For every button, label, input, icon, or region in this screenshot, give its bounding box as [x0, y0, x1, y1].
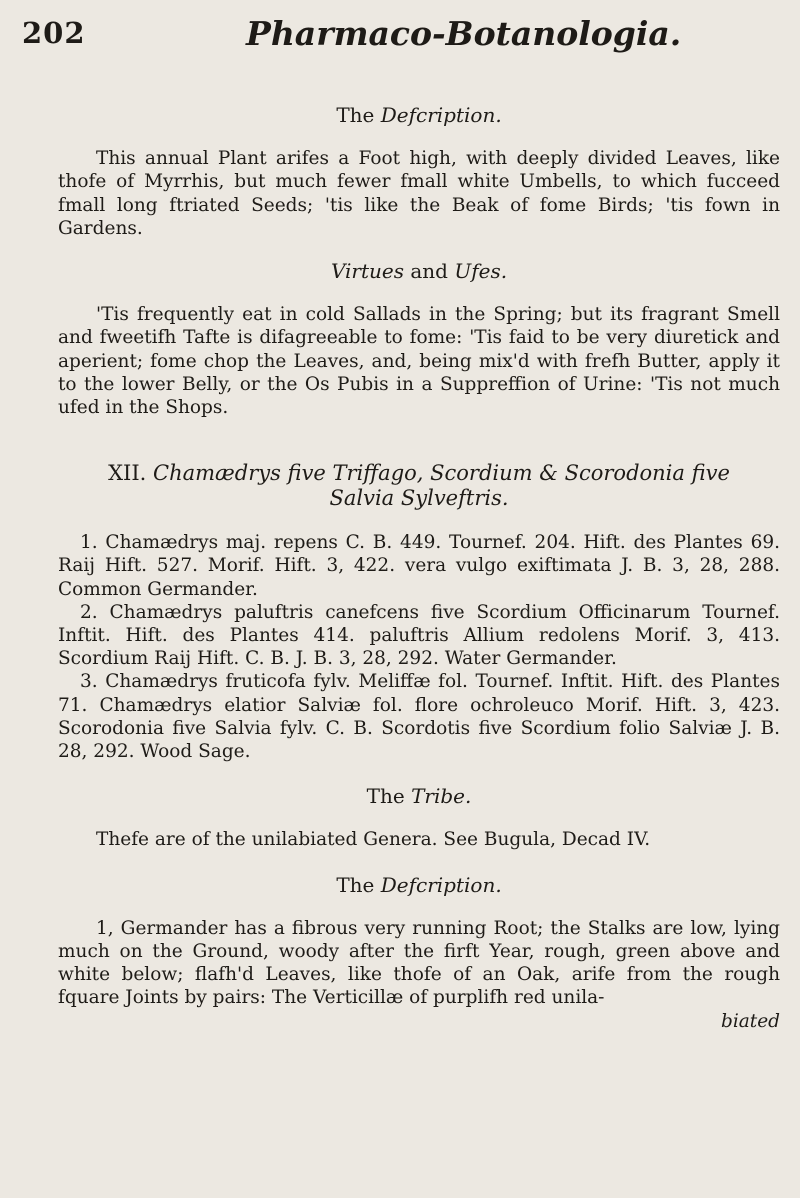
synonym-entry: 1. Chamædrys maj. repens C. B. 449. Tournef. 204. Hift. des Plantes 69. Raij Hift. 527. Morif. Hift. 3, 422. vera vulgo exiftimata J. B. 3, 28, 288. Common Germander.	[58, 532, 780, 600]
synonym-entry: 2. Chamædrys paluftris canefcens five Scordium Officinarum Tournef. Inftit. Hift. des Plantes 414. paluftris Allium redolens Morif. 3, 413. Scordium Raij Hift. C. B. J. B. 3, 28, 292. Water Germander.	[58, 601, 780, 670]
synonym-entry: 3. Chamædrys fruticofa fylv. Meliffæ fol. Tournef. Inftit. Hift. des Plantes 71. Chamædrys elatior Salviæ fol. flore ochroleuco Morif. Hift. 3, 423. Scorodonia five Salvia fylv. C. B. Scordotis five Scordium folio Salviæ J. B. 28, 292. Wood Sage.	[58, 671, 780, 763]
description-heading-2	[58, 874, 780, 897]
section-title-line-2: Salvia Sylveftris.	[329, 486, 509, 511]
virtues-heading	[58, 260, 780, 283]
heading-title: Tribe.	[411, 784, 472, 809]
section-numeral: XII.	[108, 461, 147, 486]
tribe-heading	[58, 785, 780, 808]
running-head	[0, 10, 800, 66]
section-xii-title	[58, 461, 780, 511]
page-number: 202	[22, 16, 86, 50]
heading-article: The	[336, 872, 375, 897]
running-title: Pharmaco-Botanologia.	[246, 14, 682, 53]
catchword: biated	[720, 1010, 780, 1032]
tribe-paragraph: Thefe are of the unilabiated Genera. See Bugula, Decad IV.	[96, 829, 651, 851]
heading-virtues: Virtues	[330, 259, 405, 284]
virtues-paragraph: 'Tis frequently eat in cold Sallads in the Spring; but its fragrant Smell and fweetifh Tafte is difagreeable to fome: 'Tis faid to be very diuretick and aperient; fome chop the Leaves, and, being mix'd with frefh Butter, apply it to the lower Belly, or the Os Pubis in a Suppreffion of Urine: 'Tis not much ufed in the Shops.	[58, 304, 780, 419]
heading-ufes: Ufes.	[454, 259, 508, 284]
section-title-line-1: Chamædrys five Triffago, Scordium & Scorodonia five	[153, 461, 730, 486]
description-paragraph: This annual Plant arifes a Foot high, with deeply divided Leaves, like thofe of Myrrhis, but much fewer fmall white Umbells, to which fucceed fmall long ftriated Seeds; 'tis like the Beak of fome Birds; 'tis fown in Gardens.	[58, 148, 780, 239]
heading-article: The	[366, 784, 405, 809]
heading-and: and	[410, 259, 448, 284]
heading-title: Defcription.	[380, 872, 502, 897]
description-paragraph-2: 1, Germander has a fibrous very running Root; the Stalks are low, lying much on the Ground, woody after the firft Year, rough, green above and white below; flafh'd Leaves, like thofe of an Oak, arife from the rough fquare Joints by pairs: The Verticillæ of purplifh red unila-	[58, 917, 780, 1009]
description-heading	[58, 104, 780, 127]
heading-article: The	[336, 103, 375, 127]
heading-title: Defcription.	[380, 103, 502, 127]
page-text	[58, 104, 780, 1033]
